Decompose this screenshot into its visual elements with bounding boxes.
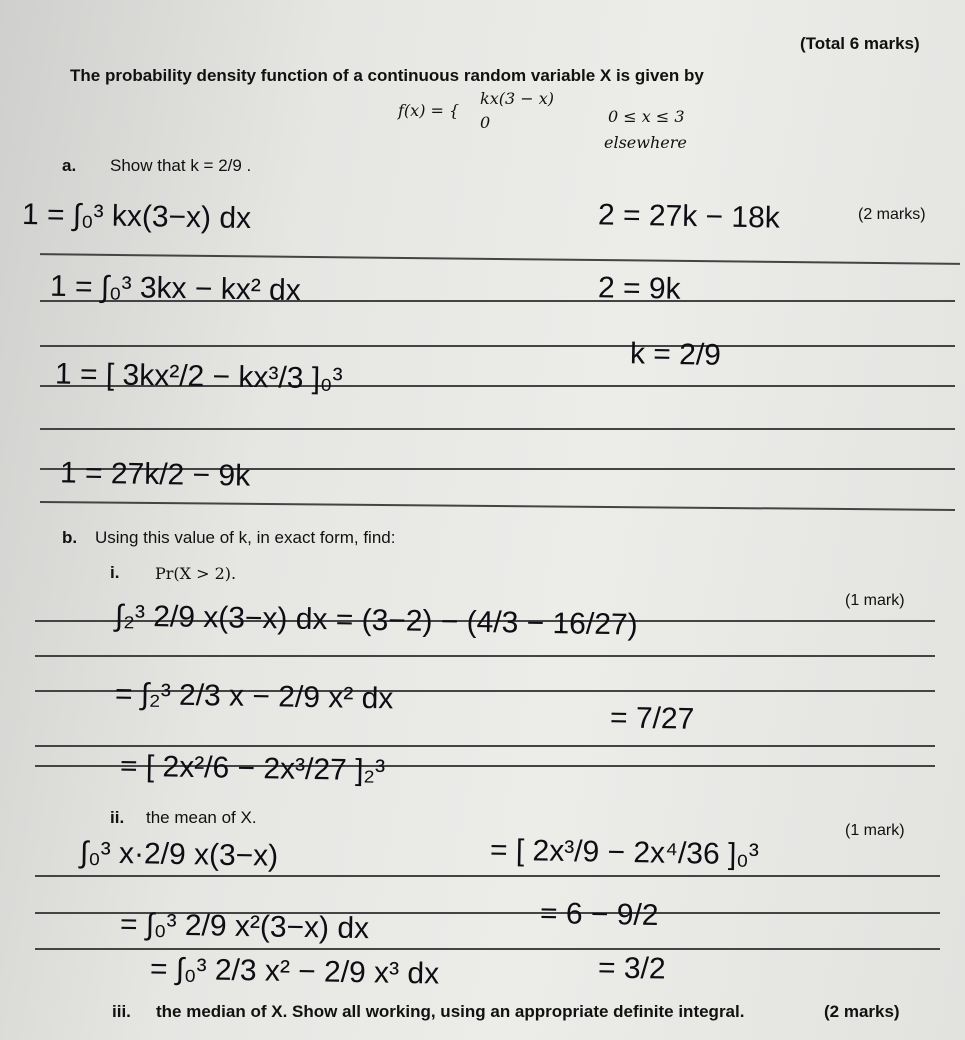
part-biii-label: iii. xyxy=(112,1002,131,1021)
handwriting-a-r1: 2 = 27k − 18k xyxy=(597,198,781,235)
handwriting-a-r2: 2 = 9k xyxy=(597,271,681,306)
part-a-label: a. xyxy=(62,156,77,175)
handwriting-a-4: 1 = 27k/2 − 9k xyxy=(59,456,251,493)
rule-line xyxy=(40,501,955,511)
handwriting-bii-2: = ∫₀³ 2/9 x²(3−x) dx xyxy=(119,907,370,946)
part-biii-marks: (2 marks) xyxy=(824,1002,900,1021)
handwriting-bii-1: ∫₀³ x·2/9 x(3−x) xyxy=(79,836,279,873)
handwriting-bi-answer: = 7/27 xyxy=(609,701,695,736)
part-bi-text: Pr(X > 2). xyxy=(155,564,237,583)
part-bii-marks: (1 mark) xyxy=(845,822,905,839)
pdf-cond1: 0 ≤ x ≤ 3 xyxy=(608,107,685,126)
part-biii-text: the median of X. Show all working, using an appropriate definite integral. xyxy=(156,1002,745,1021)
rule-line xyxy=(40,253,960,265)
handwriting-bi-2: = ∫₂³ 2/3 x − 2/9 x² dx xyxy=(114,677,394,716)
part-bii-text: the mean of X. xyxy=(146,808,257,827)
total-marks: (Total 6 marks) xyxy=(800,34,920,53)
rule-line xyxy=(40,345,955,347)
pdf-case1: kx(3 − x) xyxy=(480,89,554,108)
handwriting-bi-3: = [ 2x²/6 − 2x³/27 ]₂³ xyxy=(119,749,386,788)
part-b-text: Using this value of k, in exact form, find: xyxy=(95,528,396,547)
part-a-marks: (2 marks) xyxy=(858,206,926,223)
rule-line xyxy=(35,655,935,657)
handwriting-bi-1: ∫₂³ 2/9 x(3−x) dx = (3−2) − (4/3 − 16/27) xyxy=(114,599,638,642)
handwriting-a-r3: k = 2/9 xyxy=(629,337,722,372)
rule-line xyxy=(35,875,940,877)
part-a-text: Show that k = 2/9 . xyxy=(110,156,252,175)
handwriting-bii-3: = ∫₀³ 2/3 x² − 2/9 x³ dx xyxy=(149,952,440,991)
handwriting-a-1: 1 = ∫₀³ kx(3−x) dx xyxy=(21,198,252,235)
part-bii-label: ii. xyxy=(110,808,125,827)
pdf-lhs: f(x) = { xyxy=(398,101,460,120)
handwriting-bii-r1: = [ 2x³/9 − 2x⁴/36 ]₀³ xyxy=(489,833,760,872)
handwriting-a-2: 1 = ∫₀³ 3kx − kx² dx xyxy=(49,269,302,308)
handwriting-bii-r2: = 6 − 9/2 xyxy=(539,896,659,933)
intro-text: The probability density function of a continuous random variable X is given by xyxy=(70,66,704,85)
handwriting-bii-r3: = 3/2 xyxy=(597,951,666,986)
rule-line xyxy=(35,948,940,950)
part-b-label: b. xyxy=(62,528,78,547)
rule-line xyxy=(40,428,955,430)
handwriting-a-3: 1 = [ 3kx²/2 − kx³/3 ]₀³ xyxy=(54,357,343,396)
pdf-cond2: elsewhere xyxy=(604,133,687,152)
part-bi-label: i. xyxy=(110,563,120,582)
pdf-case2: 0 xyxy=(480,113,491,132)
rule-line xyxy=(35,745,935,747)
part-bi-marks: (1 mark) xyxy=(845,592,905,609)
